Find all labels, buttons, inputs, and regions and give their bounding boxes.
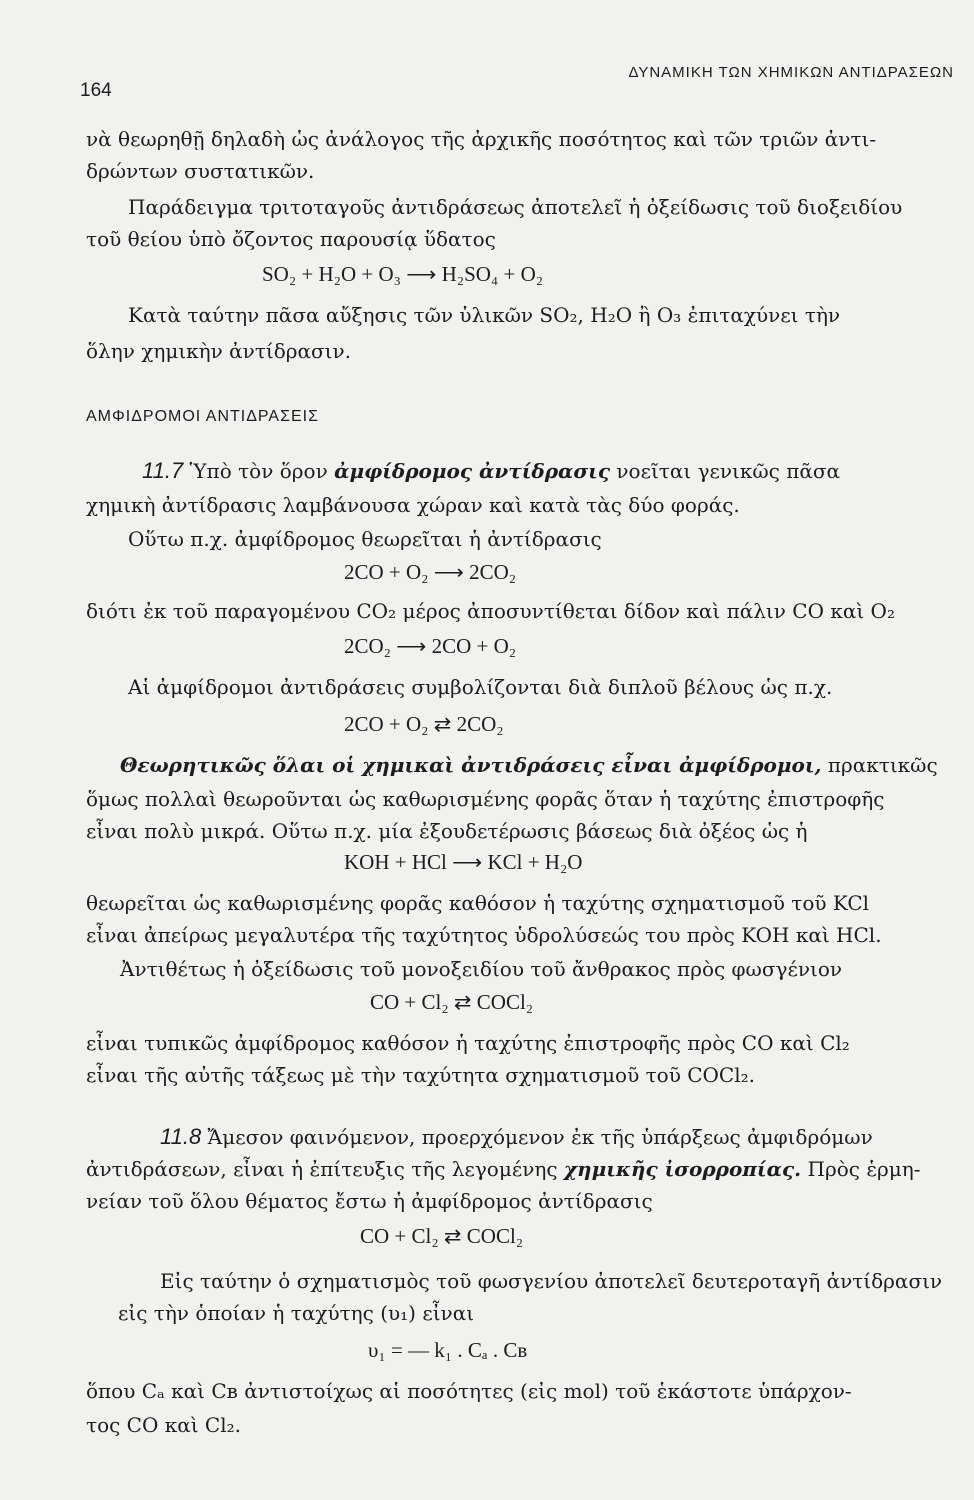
section-11-8-second-line: ἀντιδράσεων, εἶναι ἡ ἐπίτευξις τῆς λεγομένης χημικῆς ἰσορροπίας. Πρὸς ἑρμη- — [86, 1157, 921, 1181]
text-line: εἶναι ἀπείρως μεγαλυτέρα τῆς ταχύτητος ὑδρολύσεώς του πρὸς KOH καὶ HCl. — [86, 923, 882, 947]
section-heading: ΑΜΦΙΔΡΟΜΟΙ ΑΝΤΙΔΡΑΣΕΙΣ — [86, 408, 319, 425]
text-line: ὅμως πολλαὶ θεωροῦνται ὡς καθωρισμένης φορᾶς ὅταν ἡ ταχύτης ἐπιστροφῆς — [86, 787, 885, 811]
text-line: δρώντων συστατικῶν. — [86, 159, 315, 183]
text-line: Οὕτω π.χ. ἀμφίδρομος θεωρεῖται ἡ ἀντίδρασις — [128, 527, 602, 551]
section-11-7-first-line: 11.7 Ὑπὸ τὸν ὅρον ἀμφίδρομος ἀντίδρασις νοεῖται γενικῶς πᾶσα — [142, 458, 841, 483]
equation: CO + Cl₂ ⇄ COCl₂ — [370, 990, 534, 1014]
text-line: τοῦ θείου ὑπὸ ὄζοντος παρουσίᾳ ὕδατος — [86, 227, 496, 251]
equation: 2CO₂ ⟶ 2CO + O₂ — [344, 634, 517, 658]
section-number: 11.7 — [142, 458, 184, 483]
defined-term: ἀμφίδρομος ἀντίδρασις — [334, 459, 611, 483]
text-line: Εἰς ταύτην ὁ σχηματισμὸς τοῦ φωσγενίου ἀποτελεῖ δευτεροταγῆ ἀντίδρασιν — [160, 1269, 943, 1293]
equation: 2CO + O₂ ⇄ 2CO₂ — [344, 712, 504, 736]
text-line: νὰ θεωρηθῇ δηλαδὴ ὡς ἀνάλογος τῆς ἀρχικῆς ποσότητος καὶ τῶν τριῶν ἀντι- — [86, 127, 877, 151]
text-line: Παράδειγμα τριτοταγοῦς ἀντιδράσεως ἀποτελεῖ ἡ ὀξείδωσις τοῦ διοξειδίου — [128, 195, 903, 219]
emphasized-statement: Θεωρητικῶς ὅλαι οἱ χημικαὶ ἀντιδράσεις εἶναι ἀμφίδρομοι, — [120, 753, 822, 777]
defined-term: χημικῆς ἰσορροπίας. — [563, 1157, 802, 1181]
running-title: ΔΥΝΑΜΙΚΗ ΤΩΝ ΧΗΜΙΚΩΝ ΑΝΤΙΔΡΑΣΕΩΝ — [628, 64, 954, 81]
text-line: νείαν τοῦ ὅλου θέματος ἔστω ἡ ἀμφίδρομος ἀντίδρασις — [86, 1189, 653, 1213]
text-line: ὅλην χημικὴν ἀντίδρασιν. — [86, 339, 352, 363]
text-line: εἶναι τυπικῶς ἀμφίδρομος καθόσον ἡ ταχύτης ἐπιστροφῆς πρὸς CO καὶ Cl₂ — [86, 1031, 850, 1055]
text-line: Ἀντιθέτως ἡ ὀξείδωσις τοῦ μονοξειδίου τοῦ ἄνθρακος πρὸς φωσγένιον — [120, 957, 843, 981]
text-line: εἰς τὴν ὁποίαν ἡ ταχύτης (υ₁) εἶναι — [118, 1301, 475, 1325]
page-header — [72, 64, 958, 104]
text-line: Κατὰ ταύτην πᾶσα αὔξησις τῶν ὑλικῶν SO₂, H₂O ἢ O₃ ἐπιταχύνει τὴν — [128, 303, 841, 327]
section-number: 11.8 — [160, 1124, 202, 1149]
equation: υ₁ = — k₁ . Cₐ . Cв — [368, 1338, 528, 1362]
text-line: θεωρεῖται ὡς καθωρισμένης φορᾶς καθόσον ἡ ταχύτης σχηματισμοῦ τοῦ KCl — [86, 891, 870, 915]
equation: CO + Cl₂ ⇄ COCl₂ — [360, 1224, 524, 1248]
equation: KOH + HCl ⟶ KCl + H₂O — [344, 850, 583, 874]
section-11-8-first-line: 11.8 Ἄμεσον φαινόμενον, προερχόμενον ἐκ τῆς ὑπάρξεως ἀμφιδρόμων — [160, 1124, 873, 1149]
text-line: Αἱ ἀμφίδρομοι ἀντιδράσεις συμβολίζονται διὰ διπλοῦ βέλους ὡς π.χ. — [128, 675, 833, 699]
text-line: ὅπου Cₐ καὶ Cв ἀντιστοίχως αἱ ποσότητες (εἰς mol) τοῦ ἑκάστοτε ὑπάρχον- — [86, 1379, 852, 1403]
page-number: 164 — [80, 80, 112, 101]
text-line: εἶναι τῆς αὐτῆς τάξεως μὲ τὴν ταχύτητα σχηματισμοῦ τοῦ COCl₂. — [86, 1063, 755, 1087]
text-line: εἶναι πολὺ μικρά. Οὕτω π.χ. μία ἐξουδετέρωσις βάσεως διὰ ὀξέος ὡς ἡ — [86, 819, 808, 843]
italic-statement-line: Θεωρητικῶς ὅλαι οἱ χημικαὶ ἀντιδράσεις εἶναι ἀμφίδρομοι, πρακτικῶς — [120, 753, 938, 777]
text-line: διότι ἐκ τοῦ παραγομένου CO₂ μέρος ἀποσυντίθεται δίδον καὶ πάλιν CO καὶ O₂ — [86, 599, 895, 623]
text-line: τος CO καὶ Cl₂. — [86, 1413, 241, 1437]
equation: 2CO + O₂ ⟶ 2CO₂ — [344, 560, 517, 584]
equation: SO₂ + H₂O + O₃ ⟶ H₂SO₄ + O₂ — [262, 262, 544, 286]
text-line: χημικὴ ἀντίδρασις λαμβάνουσα χώραν καὶ κατὰ τὰς δύο φοράς. — [86, 493, 740, 517]
